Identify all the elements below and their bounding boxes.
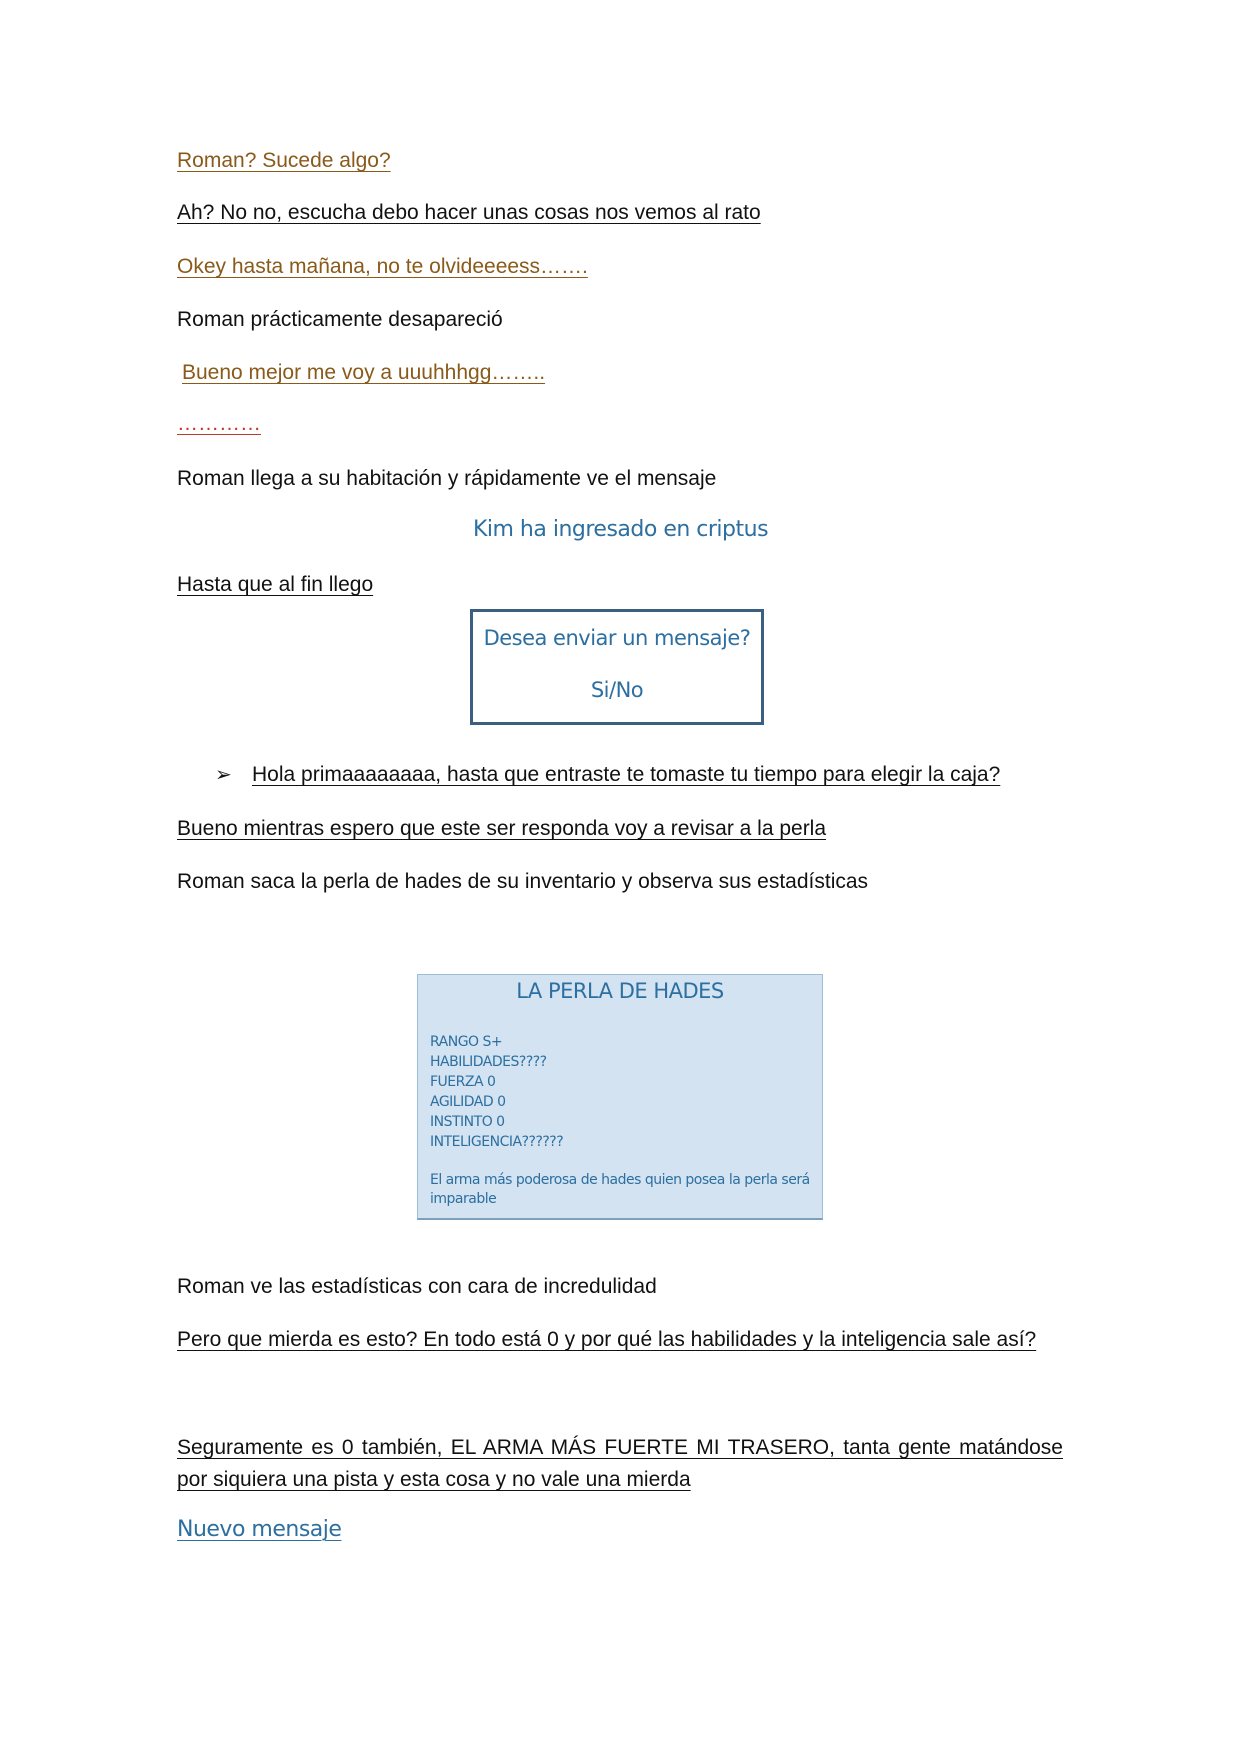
stat-row: HABILIDADES???? [430,1054,547,1070]
prompt-options: Si/No [590,678,644,702]
stat-row: INSTINTO 0 [430,1114,505,1130]
dialogue-line: Ah? No no, escucha debo hacer unas cosas nos vemos al rato [177,201,761,224]
sent-message-line: Hola primaaaaaaaa, hasta que entraste te tomaste tu tiempo para elegir la caja? [252,763,1001,786]
narration-line: Bueno mientras espero que este ser responda voy a revisar a la perla [177,817,827,840]
narration-line: Roman saca la perla de hades de su inventario y observa sus estadísticas [177,870,869,893]
dialogue-line: Roman? Sucede algo? [177,149,391,172]
narration-line: Hasta que al fin llego [177,573,374,596]
prompt-question: Desea enviar un mensaje? [483,626,751,650]
dialogue-paragraph: Seguramente es 0 también, EL ARMA MÁS FUERTE MI TRASERO, tanta gente matándose por siquiera una pista y esta cosa y no vale una mierda [177,1436,1063,1491]
system-message: Kim ha ingresado en criptus [472,517,769,542]
stat-row: RANGO S+ [430,1034,503,1050]
dialogue-line: Bueno mejor me voy a uuuhhhgg…….. [182,361,546,384]
item-stats-box [417,974,823,1220]
dialogue-line: Okey hasta mañana, no te olvideeeess……. [177,255,588,278]
send-message-prompt-box [470,609,764,725]
stat-row: FUERZA 0 [430,1074,496,1090]
ellipsis-line: ………… [177,412,261,435]
stats-title: LA PERLA DE HADES [516,979,724,1003]
bullet-arrow-icon: ➢ [215,764,232,786]
new-message-line: Nuevo mensaje [177,1517,342,1542]
dialogue-line: Pero que mierda es esto? En todo está 0 y por qué las habilidades y la inteligencia sale así? [177,1328,1037,1351]
narration-line: Roman prácticamente desapareció [177,308,503,331]
stats-description: El arma más poderosa de hades quien posea la perla será imparable [430,1172,810,1207]
stat-row: AGILIDAD 0 [430,1094,506,1110]
narration-line: Roman ve las estadísticas con cara de incredulidad [177,1275,657,1298]
stats-rows [430,1032,563,1152]
narration-line: Roman llega a su habitación y rápidamente ve el mensaje [177,467,717,490]
stat-row: INTELIGENCIA?????? [430,1134,564,1150]
